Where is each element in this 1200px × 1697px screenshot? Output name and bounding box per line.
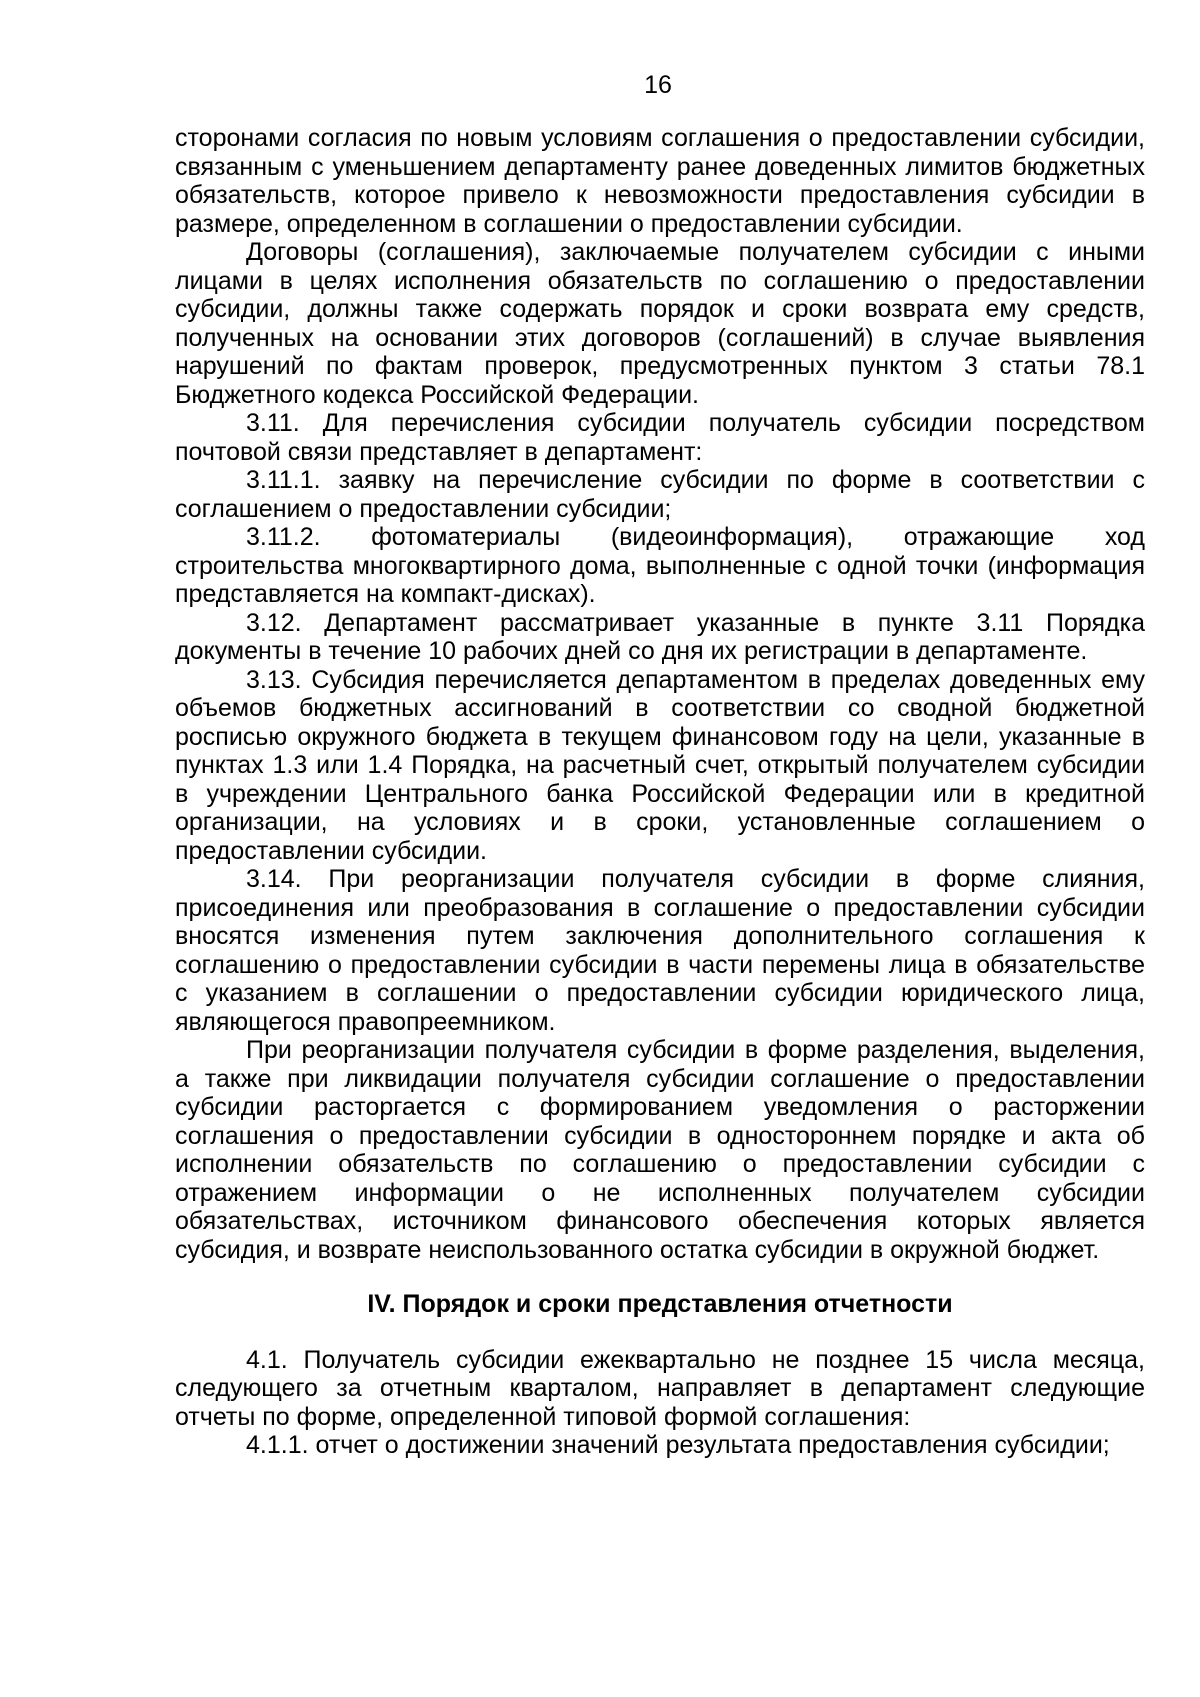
- paragraph-contracts: Договоры (соглашения), заключаемые получателем субсидии с иными лицами в целях исполнения обязательств по соглашению о предоставлении субсидии, должны также содержать порядок и сроки возврата ему средств, полученных на основании этих договоров (соглашений) в случае выявления нарушений по фактам проверок, предусмотренных пунктом 3 статьи 78.1 Бюджетного кодекса Российской Федерации.: [175, 238, 1145, 409]
- section-heading: IV. Порядок и сроки представления отчетности: [367, 1290, 953, 1318]
- paragraph-3-12: 3.12. Департамент рассматривает указанные в пункте 3.11 Порядка документы в течение 10 рабочих дней со дня их регистрации в департаменте.: [175, 608, 1145, 665]
- paragraph-4-1-1: 4.1.1. отчет о достижении значений результата предоставления субсидии;: [246, 1431, 1110, 1459]
- paragraph-4-1: 4.1. Получатель субсидии ежеквартально не позднее 15 числа месяца, следующего за отчетным кварталом, направляет в департамент следующие отчеты по форме, определенной типовой формой соглашения:: [175, 1345, 1145, 1431]
- page-number: 16: [644, 71, 672, 99]
- paragraph-3-11-2: 3.11.2. фотоматериалы (видеоинформация), отражающие ход строительства многоквартирного дома, выполненные с одной точки (информация представляется на компакт-дисках).: [175, 523, 1145, 608]
- document-body: [175, 124, 1145, 1460]
- paragraph-3-11: 3.11. Для перечисления субсидии получатель субсидии посредством почтовой связи представляет в департамент:: [175, 409, 1145, 466]
- paragraph-reorganization: При реорганизации получателя субсидии в форме разделения, выделения, а также при ликвидации получателя субсидии соглашение о предоставлении субсидии расторгается с формированием уведомления о расторжении соглашения о предоставлении субсидии в одностороннем порядке и акта об исполнении обязательств по соглашению о предоставлении субсидии с отражением информации о не исполненных получателем субсидии обязательствах, источником финансового обеспечения которых является субсидия, и возврате неиспользованного остатка субсидии в окружной бюджет.: [175, 1036, 1145, 1264]
- paragraph-3-13: 3.13. Субсидия перечисляется департаментом в пределах доведенных ему объемов бюджетных ассигнований в соответствии со сводной бюджетной росписью окружного бюджета в текущем финансовом году на цели, указанные в пунктах 1.3 или 1.4 Порядка, на расчетный счет, открытый получателем субсидии в учреждении Центрального банка Российской Федерации или в кредитной организации, на условиях и в сроки, установленные соглашением о предоставлении субсидии.: [175, 665, 1145, 865]
- paragraph-3-14: 3.14. При реорганизации получателя субсидии в форме слияния, присоединения или преобразования в соглашение о предоставлении субсидии вносятся изменения путем заключения дополнительного соглашения к соглашению о предоставлении субсидии в части перемены лица в обязательстве с указанием в соглашении о предоставлении субсидии юридического лица, являющегося правопреемником.: [175, 865, 1145, 1036]
- paragraph-continuation: сторонами согласия по новым условиям соглашения о предоставлении субсидии, связанным с уменьшением департаменту ранее доведенных лимитов бюджетных обязательств, которое привело к невозможности предоставления субсидии в размере, определенном в соглашении о предоставлении субсидии.: [175, 124, 1145, 238]
- paragraph-3-11-1: 3.11.1. заявку на перечисление субсидии по форме в соответствии с соглашением о предоставлении субсидии;: [175, 466, 1145, 523]
